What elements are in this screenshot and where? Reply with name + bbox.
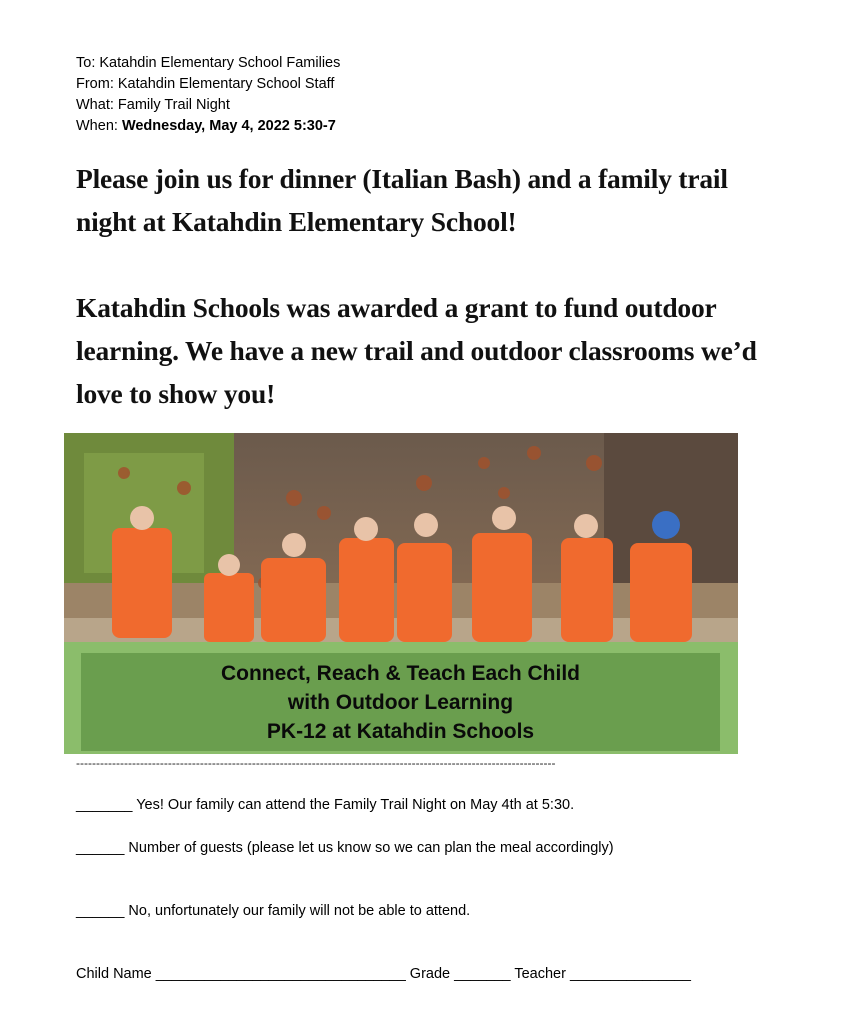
to-line: To: Katahdin Elementary School Families [76,55,341,71]
banner-line-3: PK-12 at Katahdin Schools [266,720,535,743]
memo-header [76,53,340,137]
invite-heading: Please join us for dinner (Italian Bash) and a family trail night at Katahdin Elementary School! [76,163,728,237]
attend-line: _______ Yes! Our family can attend the Family Trail Night on May 4th at 5:30. [76,797,575,813]
grant-heading: Katahdin Schools was awarded a grant to fund outdoor learning. We have a new trail and outdoor classrooms we’d love to show you! [76,292,757,409]
when-label: When: [76,118,122,134]
banner-line-1: Connect, Reach & Teach Each Child [220,662,581,685]
child-info-line: Child Name _______________________________ Grade _______ Teacher _______________ [76,966,691,982]
when-value: Wednesday, May 4, 2022 5:30-7 [121,118,336,134]
guests-line: ______ Number of guests (please let us know so we can plan the meal accordingly) [76,840,614,856]
banner [81,653,720,751]
cut-line: ------------------------------------------------------------------------------------------------------------------------ [76,756,556,770]
from-line: From: Katahdin Elementary School Staff [76,76,335,92]
children-leaves-photo [64,433,738,642]
when-line [76,116,340,137]
decline-line: ______ No, unfortunately our family will not be able to attend. [76,903,471,919]
banner-line-2: with Outdoor Learning [287,691,514,714]
what-line: What: Family Trail Night [76,97,230,113]
